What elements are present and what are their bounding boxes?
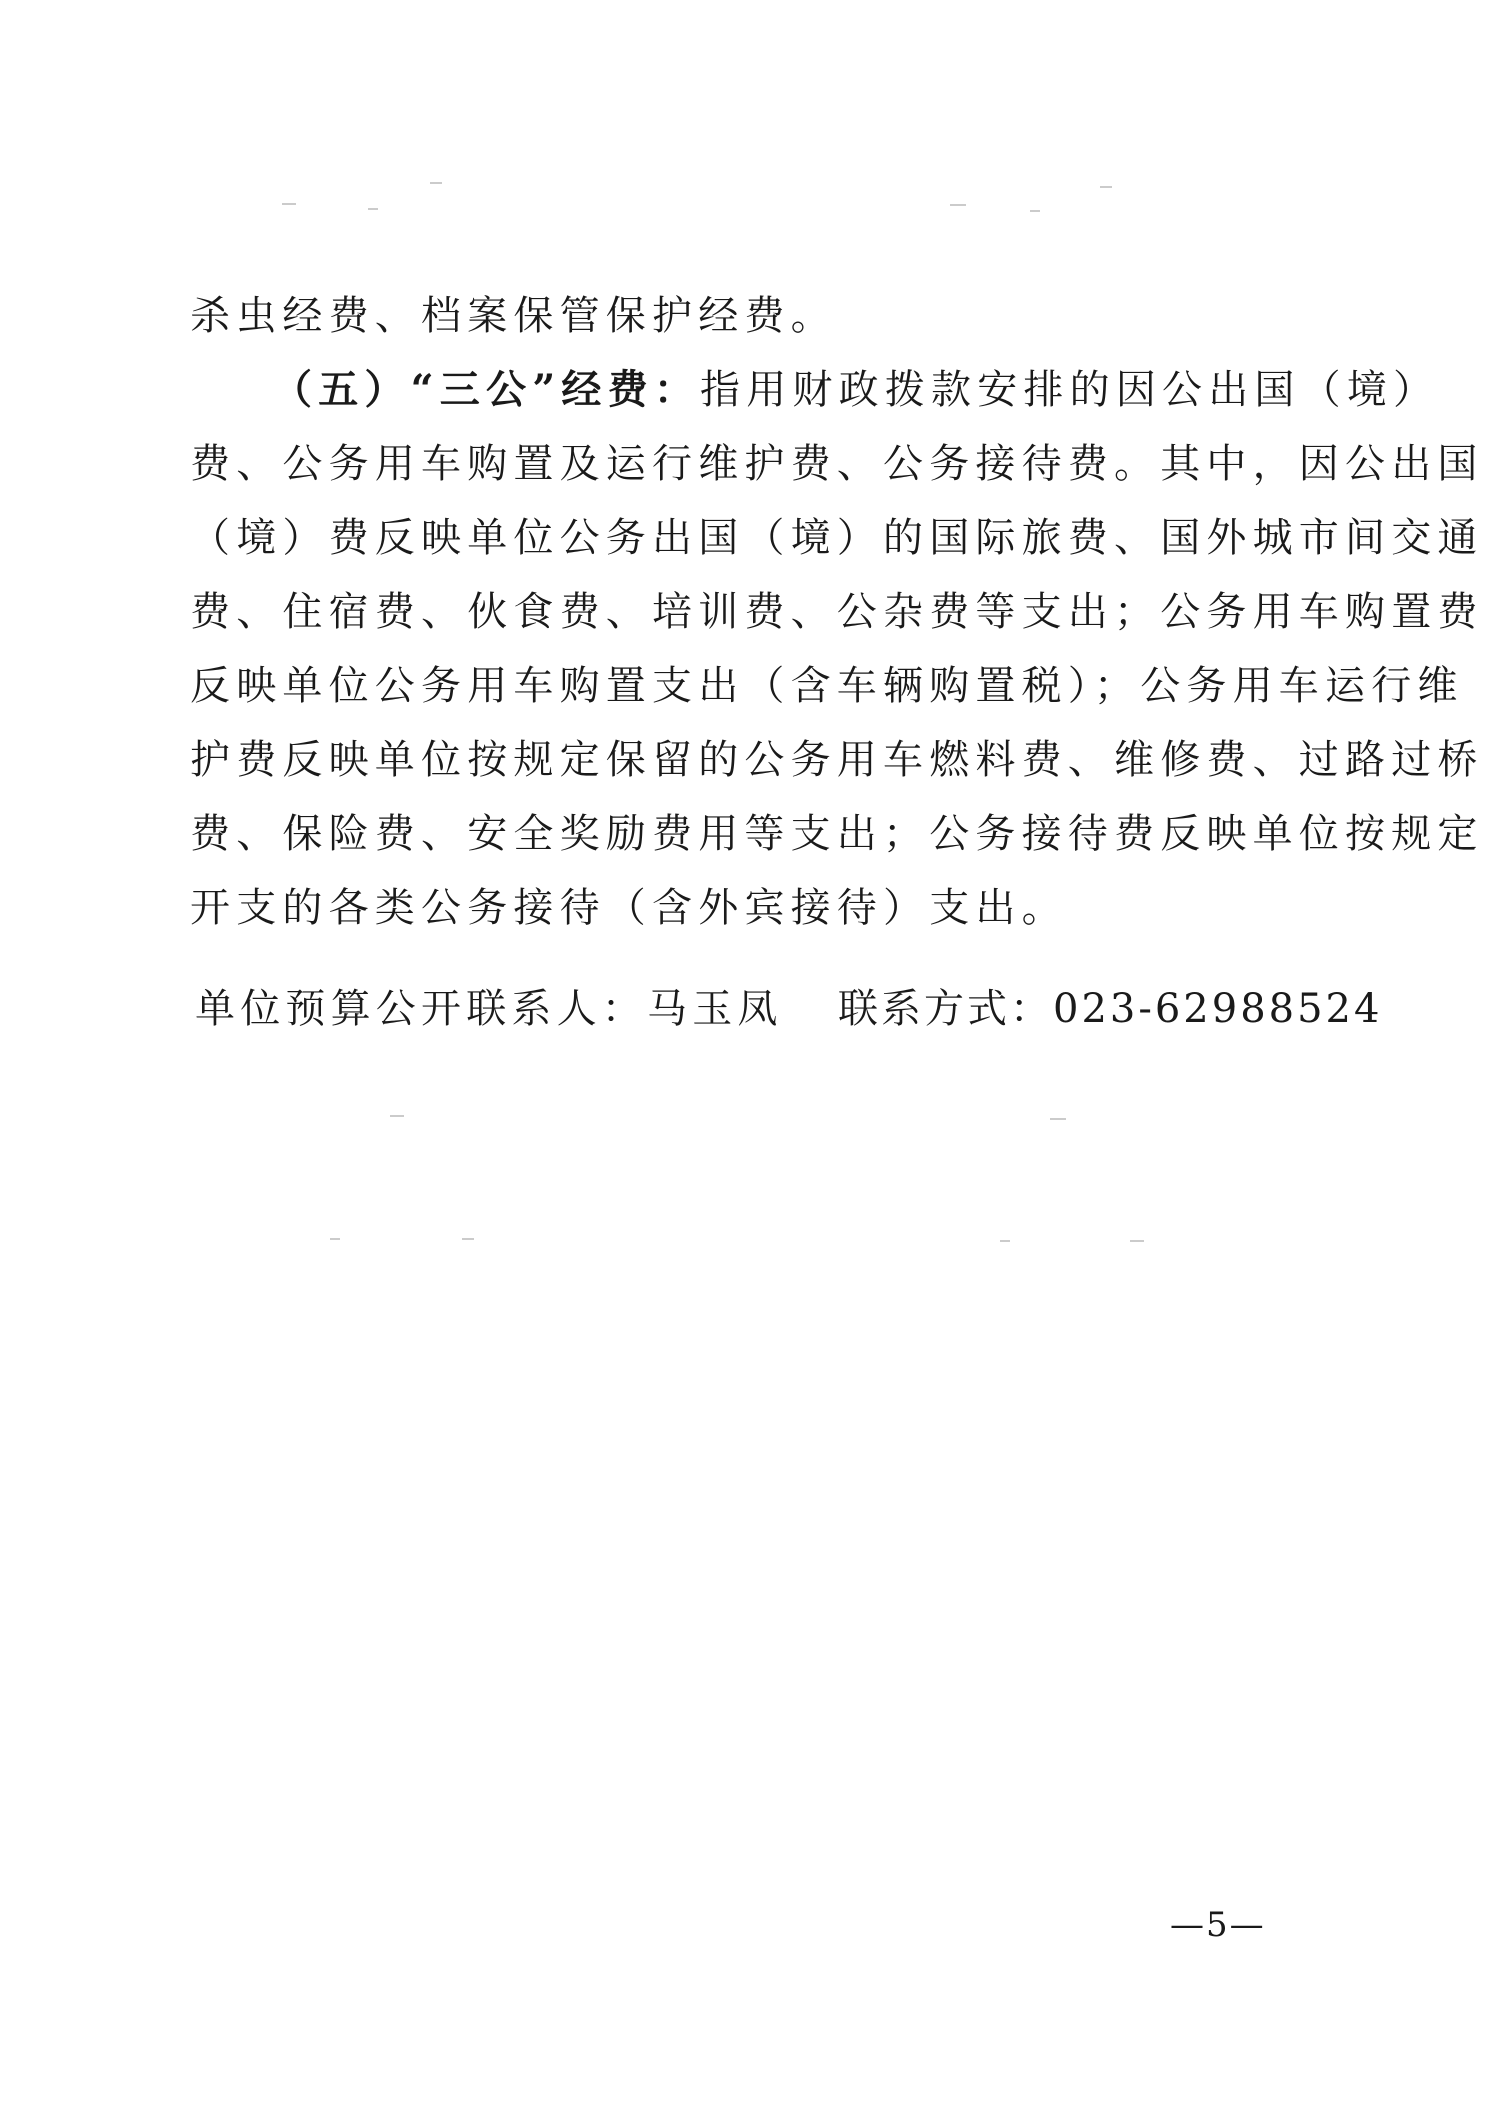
- paragraph-line-8: 费、保险费、安全奖励费用等支出；公务接待费反映单位按规定: [190, 811, 1484, 857]
- contact-phone: 联系方式：023-62988524: [838, 986, 1383, 1032]
- paragraph-line-1: 杀虫经费、档案保管保护经费。: [190, 293, 837, 339]
- section-heading-three-public: （五）“三公”经费：: [272, 366, 701, 413]
- page-number: —5—: [1170, 1905, 1266, 1945]
- scan-speck: [462, 1238, 474, 1240]
- scan-speck: [282, 203, 296, 205]
- scan-speck: [1000, 1240, 1010, 1242]
- paragraph-line-3: 费、公务用车购置及运行维护费、公务接待费。其中，因公出国: [190, 441, 1484, 487]
- scan-speck: [1130, 1240, 1144, 1242]
- paragraph-line-5: 费、住宿费、伙食费、培训费、公杂费等支出；公务用车购置费: [190, 589, 1484, 635]
- paragraph-line-4: （境）费反映单位公务出国（境）的国际旅费、国外城市间交通: [190, 515, 1484, 561]
- paragraph-line-6: 反映单位公务用车购置支出（含车辆购置税）；公务用车运行维: [190, 663, 1464, 709]
- scan-speck: [368, 208, 378, 210]
- paragraph-line-2: [272, 366, 1439, 414]
- scan-speck: [1030, 210, 1040, 212]
- scan-speck: [330, 1238, 340, 1240]
- section-heading-continuation: 指用财政拨款安排的因公出国（境）: [700, 367, 1440, 413]
- contact-person: 单位预算公开联系人：马玉凤: [195, 986, 783, 1032]
- scan-speck: [390, 1115, 404, 1117]
- scan-speck: [1100, 186, 1112, 188]
- scan-speck: [950, 204, 966, 206]
- paragraph-line-7: 护费反映单位按规定保留的公务用车燃料费、维修费、过路过桥: [190, 737, 1484, 783]
- scan-speck: [430, 182, 442, 184]
- scan-speck: [1050, 1118, 1066, 1120]
- paragraph-line-9: 开支的各类公务接待（含外宾接待）支出。: [190, 885, 1068, 931]
